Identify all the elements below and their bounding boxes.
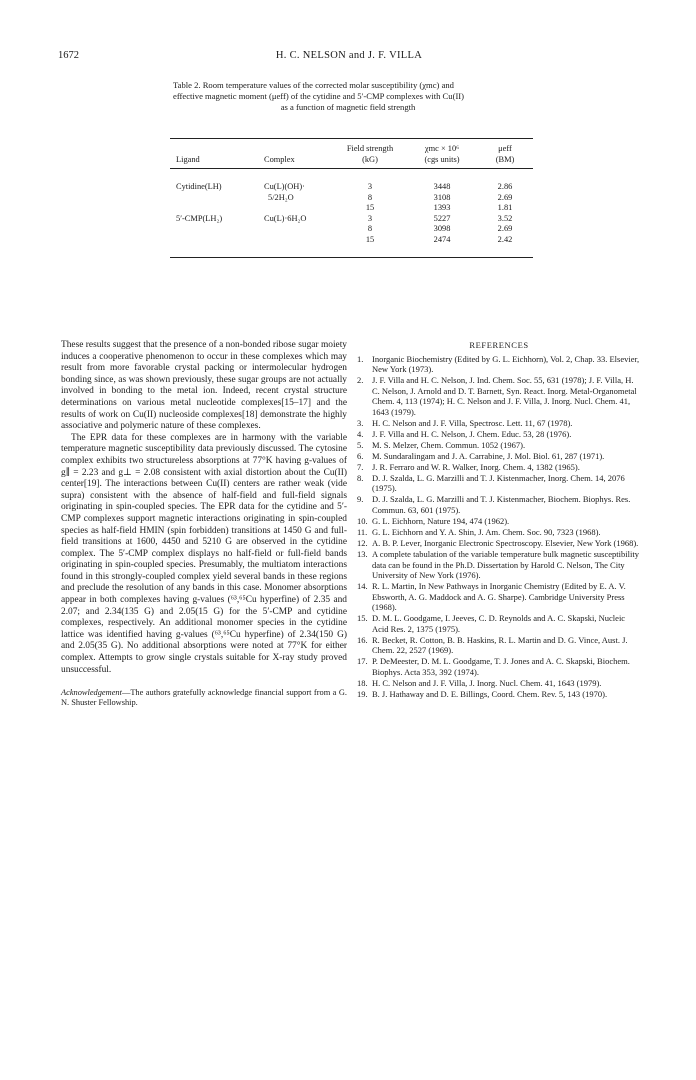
table-row: 15 [365,203,375,213]
page-header [58,50,640,64]
table-bottom-rule [170,257,533,258]
reference-text: J. F. Villa and H. C. Nelson, J. Chem. Educ. 53, 28 (1976). [372,428,572,439]
reference-item [357,656,641,677]
table-cell: 3448 [433,182,451,191]
caption-line: as a function of magnetic field strength [280,102,416,112]
header-complex: Complex [264,155,295,164]
references-heading: REFERENCES [469,340,529,350]
table-row: 15 [365,235,375,244]
reference-number: 2. [357,375,364,386]
reference-item [357,549,641,581]
reference-item [357,689,641,700]
references-column [357,340,641,700]
running-head-authors: H. C. NELSON and J. F. VILLA [275,50,423,61]
table-cell: 2474 [433,235,451,244]
reference-number: 13. [357,548,368,559]
caption-line: effective magnetic moment (μeff) of the cytidine and 5′-CMP complexes with Cu(II) [173,91,465,101]
ligand-cell: 5′-CMP(LH₂) [176,213,223,223]
table-header-rule [170,168,533,169]
reference-text: Inorganic Biochemistry (Edited by G. L. Eichhorn), Vol. 2, Chap. 33. Elsevier, New York (1973). [372,353,640,375]
reference-number: 7. [357,461,364,472]
reference-number: 4. [357,428,364,439]
reference-text: D. J. Szalda, L. G. Marzilli and T. J. Kistenmacher, Biochem. Biophys. Res. Commun. 63, 601 (1975). [372,494,631,516]
reference-text: A. B. P. Lever, Inorganic Electronic Spectroscopy. Elsevier, New York (1968). [372,537,639,548]
reference-text: J. R. Ferraro and W. R. Walker, Inorg. Chem. 4, 1382 (1965). [372,461,580,472]
table-cell: 3.52 [497,213,513,223]
header-chi: χmc × 10⁶ (cgs units) [424,144,460,164]
reference-number: 17. [357,656,368,667]
table-cell: 2.69 [497,224,513,234]
reference-text: D. M. L. Goodgame, I. Jeeves, C. D. Reynolds and A. C. Skapski, Nucleic Acid Res. 2, 1375 (1975). [372,613,626,634]
reference-number: 3. [357,417,364,428]
reference-item [357,494,641,515]
header-field-strength: Field strength (kG) [346,144,394,164]
reference-item [357,635,641,656]
reference-text: M. Sundaralingam and J. A. Carrabine, J. Mol. Biol. 61, 287 (1971). [372,450,605,461]
reference-item [357,429,641,440]
complex-cell: Cu(L)·6H₂O [264,213,307,223]
reference-number: 12. [357,537,368,548]
reference-text: J. F. Villa and H. C. Nelson, J. Ind. Chem. Soc. 55, 631 (1978); J. F. Villa, H. C. Nelson, J. Arnold and D. T. Barnett, Syn. React. Inorg. Metal-Organometal Chem. 4, 113 (1974); H. C. Nelson and J. F. Villa, J. Inorg. Nucl. Chem. 41, 1643 (1979). [372,375,637,417]
complex-cell: Cu(L)(OH)· [264,182,305,191]
reference-item [357,538,641,549]
reference-text: R. Becket, R. Cotton, B. B. Haskins, R. L. Martin and D. G. Vince, Aust. J. Chem. 22, 2527 (1969). [372,634,628,656]
table-row: 3 [367,182,373,191]
table-row: 8 [367,224,373,234]
ligand-cell: Cytidine(LH) [176,182,222,191]
table-cell: 5227 [433,213,451,223]
reference-text: M. S. Melzer, Chem. Commun. 1052 (1967). [372,439,526,450]
reference-text: A complete tabulation of the variable temperature bulk magnetic susceptibility data can be found in the Ph.D. Dissertation by Harold C. Nelson, The City University of New York (1976). [372,548,639,581]
reference-number: 11. [357,527,368,537]
caption-line: Table 2. Room temperature values of the corrected molar susceptibility (χmc) and [173,80,454,90]
reference-number: 5. [357,439,364,450]
reference-item [357,473,641,494]
table-cell: 2.86 [497,182,513,191]
reference-number: 14. [357,581,368,592]
reference-text: B. J. Hathaway and D. E. Billings, Coord. Chem. Rev. 5, 143 (1970). [372,689,608,700]
reference-number: 9. [357,494,364,505]
references-list [357,354,641,700]
reference-number: 1. [357,353,364,364]
reference-item [357,451,641,462]
table-cell: 1393 [433,203,451,213]
reference-item [357,613,641,634]
reference-number: 16. [357,634,368,645]
table-cell: 2.69 [497,192,513,202]
body-paragraph: The EPR data for these complexes are in harmony with the variable temperature magnetic susceptibility data previously discussed. The cytosine complex exhibits two structureless absorptions at 77°K having g-values of g∥ = 2.23 and g⊥ = 2.08 consistent with axial distortion about the Cu(II) center[19]. The interactions between Cu(II) centers are rather weak (vide supra) consistent with the absence of half-field and full-field signals originating in spin-coupled species. The EPR data for the cytidine and 5′-CMP complexes support magnetic interactions originating in spin-coupled species as half-field HMIN (spin forbidden) transitions at 1450 G and full-field transitions at 1600, 4450 and 5210 G are observed in the cytidine complex. The 5′-CMP complex displays no half-field or full-field bands originating in spin-coupled species. Presumably, the multiatom interactions found in this strongly-coupled complex yield several bands in these regions and preclude the resolution of any bands in this case. Monomer absorptions appear in both complexes having g-values (⁶³,⁶⁵Cu hyperfine) of 2.35 and 2.07; and 2.34(135 G) and 2.05(15 G) for the 5′-CMP and cytidine complexes, respectively. An additional monomer species in the cytidine lattice was identified having g-values (⁶³,⁶⁵Cu hyperfine) of 2.34(150 G) and 2.05(35 G). No additional absorptions were noted at 77°K for either complex. Attempts to grow single crystals suitable for X-ray study proved unsuccessful. [61,432,347,675]
body-text-column [61,340,347,709]
table-cell: 2.42 [497,235,513,244]
reference-item [357,527,641,538]
table-cell: 1.81 [497,203,513,213]
acknowledgement-text: —The authors gratefully acknowledge financial support from a G. N. Shuster Fellowship. [61,688,347,708]
reference-item [357,516,641,527]
reference-item [357,354,641,375]
acknowledgement [61,688,347,708]
page-number: 1672 [58,50,79,61]
reference-item [357,418,641,429]
acknowledgement-heading: Acknowledgement [61,688,122,698]
reference-item [357,462,641,473]
complex-cell: 5/2H₂O [268,192,294,202]
reference-number: 6. [357,450,364,461]
table-cell: 3098 [433,224,451,234]
reference-item [357,375,641,417]
reference-text: H. C. Nelson and J. F. Villa, Spectrosc. Lett. 11, 67 (1978). [372,417,573,428]
table-caption [173,80,523,113]
reference-text: D. J. Szalda, L. G. Marzilli and T. J. Kistenmacher, Inorg. Chem. 14, 2076 (1975). [372,472,625,494]
table-row: 8 [367,192,373,202]
reference-text: G. L. Eichhorn, Nature 194, 474 (1962). [372,516,510,527]
table-cell: 3108 [433,192,451,202]
reference-item [357,440,641,451]
header-ligand: Ligand [176,155,200,164]
table-row: 3 [367,213,373,223]
header-mu: μeff (BM) [495,144,515,164]
reference-text: P. DeMeester, D. M. L. Goodgame, T. J. Jones and A. C. Skapski, Biochem. Biophys. Acta 353, 392 (1974). [372,656,630,678]
reference-number: 18. [357,678,368,689]
reference-number: 10. [357,516,368,527]
reference-number: 19. [357,689,368,700]
reference-number: 15. [357,613,368,624]
reference-item [357,678,641,689]
table-top-rule [170,138,533,139]
reference-text: R. L. Martin, In New Pathways in Inorganic Chemistry (Edited by E. A. V. Ebsworth, A. G. Maddock and A. G. Sharpe). Cambridge University Press (1968). [372,581,626,613]
reference-item [357,581,641,613]
reference-text: G. L. Eichhorn and Y. A. Shin, J. Am. Chem. Soc. 90, 7323 (1968). [372,527,601,537]
reference-number: 8. [357,472,364,483]
body-paragraph: These results suggest that the presence of a non-bonded ribose sugar moiety induces a cooperative phenomenon to occur in these complexes which may result from more favorable crystal packing or intermolecular hydrogen bonding since, as was shown previously, these sugar groups are not actually involved in bonding to the metal ion. Indeed, recent crystal structure determinations on various metal nucleotide complexes[15–17] and the results of work on Cu(II) nucleoside complexes[18] demonstrate the highly associative and polymeric nature of these complexes. [61,340,347,432]
reference-text: H. C. Nelson and J. F. Villa, J. Inorg. Nucl. Chem. 41, 1643 (1979). [372,678,602,689]
